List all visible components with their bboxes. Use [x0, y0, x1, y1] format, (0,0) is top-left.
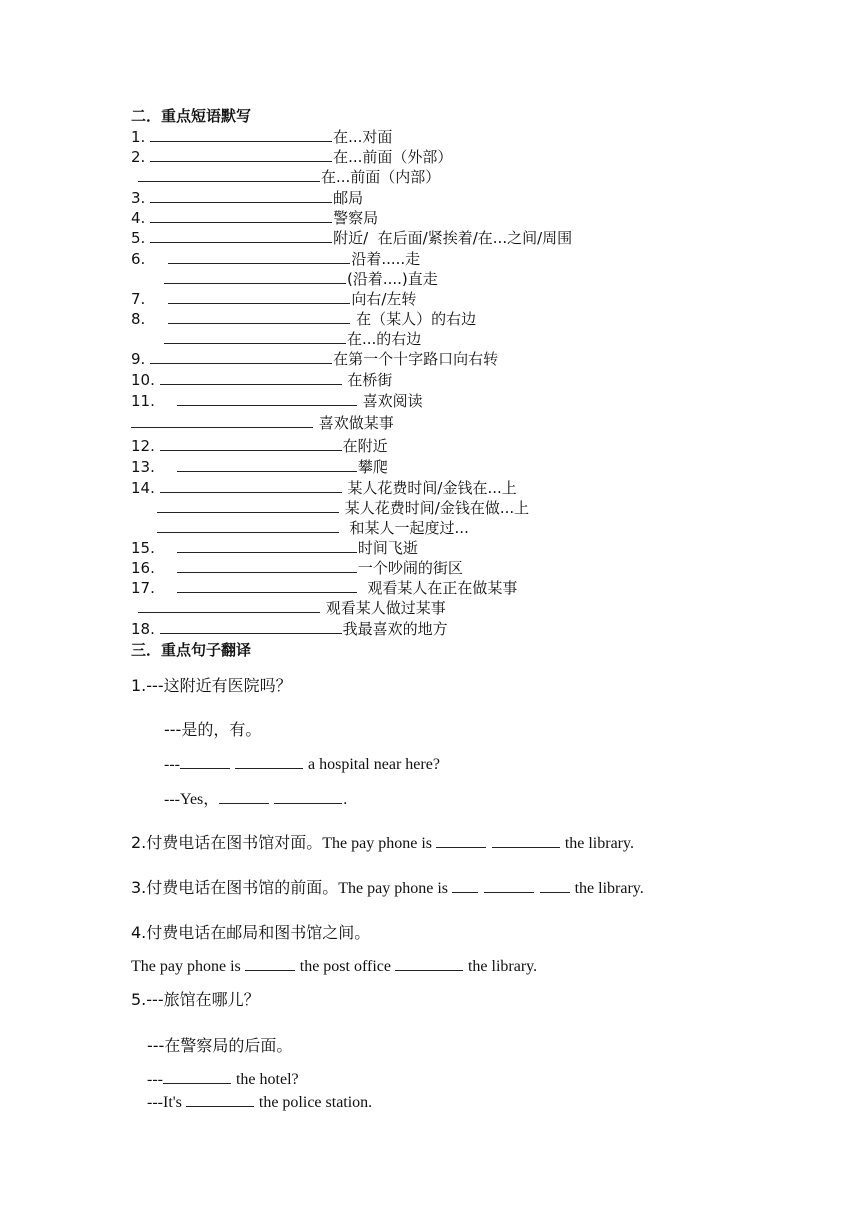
answer-blank[interactable] [160, 619, 342, 634]
item-number: 7. [131, 290, 146, 308]
question-5-answer-cn: ---在警察局的后面。 [147, 1036, 293, 1055]
item-number: 1. [131, 128, 146, 146]
answer-blank[interactable] [160, 370, 342, 385]
answer-blank[interactable] [150, 127, 332, 142]
answer-blank[interactable] [157, 498, 339, 513]
item-meaning: 喜欢阅读 [357, 392, 423, 410]
item-number: 8. [131, 310, 146, 328]
phrase-item-16 [131, 558, 463, 578]
item-meaning: 在...对面 [333, 128, 393, 146]
item-number: 6. [131, 250, 146, 268]
question-2 [131, 833, 634, 854]
answer-blank[interactable] [164, 329, 346, 344]
question-5-line-2 [147, 1092, 372, 1113]
answer-blank[interactable] [274, 789, 342, 804]
answer-blank[interactable] [235, 754, 303, 769]
answer-blank[interactable] [160, 478, 342, 493]
item-number: 13. [131, 458, 155, 476]
answer-blank[interactable] [452, 878, 478, 893]
item-number: 4. [131, 209, 146, 227]
item-number: 18. [131, 620, 155, 638]
question-1-line-2 [164, 789, 347, 810]
item-meaning: 邮局 [333, 189, 364, 207]
item-number: 12. [131, 437, 155, 455]
item-meaning: 某人花费时间/金钱在做...上 [340, 499, 530, 517]
answer-blank[interactable] [150, 208, 332, 223]
phrase-item-15 [131, 538, 418, 558]
answer-blank[interactable] [150, 228, 332, 243]
question-4-en-suffix: the library. [463, 958, 538, 975]
section-3-title: 三．重点句子翻译 [131, 641, 252, 659]
line-prefix: --- [164, 756, 180, 773]
line-suffix: the hotel? [231, 1071, 299, 1088]
answer-blank[interactable] [168, 249, 350, 264]
item-meaning: 某人花费时间/金钱在...上 [342, 479, 517, 497]
phrase-item-17b [138, 598, 446, 618]
question-3-cn: 3.付费电话在图书馆的前面。 [131, 878, 339, 897]
item-number: 16. [131, 559, 155, 577]
phrase-item-8 [131, 309, 476, 329]
answer-blank[interactable] [157, 518, 339, 533]
answer-blank[interactable] [177, 457, 357, 472]
question-4-en-prefix: The pay phone is [131, 958, 245, 975]
item-meaning: 和某人一起度过... [340, 519, 469, 537]
answer-blank[interactable] [168, 309, 350, 324]
item-meaning: 在附近 [342, 437, 388, 455]
line-prefix: ---It's [147, 1094, 186, 1111]
phrase-item-3 [131, 188, 363, 208]
phrase-item-13 [131, 457, 388, 477]
section-2-title: 二．重点短语默写 [131, 107, 252, 125]
item-number: 5. [131, 229, 146, 247]
item-meaning: 附近/ 在后面/紧挨着/在...之间/周围 [333, 229, 573, 247]
phrase-item-6 [131, 249, 420, 269]
question-4-cn: 4.付费电话在邮局和图书馆之间。 [131, 923, 371, 942]
answer-blank[interactable] [177, 538, 357, 553]
question-5-prompt: 5.---旅馆在哪儿？ [131, 990, 260, 1009]
answer-blank[interactable] [484, 878, 534, 893]
answer-blank[interactable] [138, 167, 320, 182]
answer-blank[interactable] [150, 188, 332, 203]
question-2-cn: 2.付费电话在图书馆对面。 [131, 833, 323, 852]
question-1-prompt: 1.---这附近有医院吗？ [131, 676, 292, 695]
answer-blank[interactable] [395, 956, 463, 971]
phrase-item-5 [131, 228, 572, 248]
phrase-item-2 [131, 147, 452, 167]
item-number: 10. [131, 371, 155, 389]
line-prefix: ---Yes， [164, 791, 220, 808]
phrase-item-14c [157, 518, 469, 538]
phrase-item-14 [131, 478, 517, 498]
answer-blank[interactable] [245, 956, 295, 971]
phrase-item-1 [131, 127, 392, 147]
answer-blank[interactable] [138, 598, 320, 613]
phrase-item-4 [131, 208, 378, 228]
phrase-item-8b [164, 329, 421, 349]
answer-blank[interactable] [160, 436, 342, 451]
item-meaning: 攀爬 [357, 458, 388, 476]
line-suffix: the police station. [254, 1094, 373, 1111]
item-meaning: 喜欢做某事 [314, 414, 394, 432]
item-meaning: 在...前面（外部） [333, 148, 453, 166]
item-meaning: 警察局 [333, 209, 379, 227]
item-number: 2. [131, 148, 146, 166]
answer-blank[interactable] [164, 269, 346, 284]
answer-blank[interactable] [177, 391, 357, 406]
answer-blank[interactable] [492, 833, 560, 848]
item-number: 14. [131, 479, 155, 497]
answer-blank[interactable] [163, 1069, 231, 1084]
question-3-en-suffix: the library. [570, 880, 644, 897]
item-meaning: 沿着.....走 [351, 250, 421, 268]
phrase-item-10 [131, 370, 392, 390]
item-number: 11. [131, 392, 155, 410]
item-number: 3. [131, 189, 146, 207]
phrase-item-11 [131, 391, 423, 411]
phrase-item-17 [131, 578, 517, 598]
answer-blank[interactable] [150, 349, 332, 364]
question-2-en-prefix: The pay phone is [322, 835, 437, 852]
item-meaning: 观看某人做过某事 [321, 599, 446, 617]
item-number: 17. [131, 579, 155, 597]
answer-blank[interactable] [177, 578, 357, 593]
phrase-item-6b [164, 269, 438, 289]
phrase-item-2b [138, 167, 440, 187]
item-meaning: 在...的右边 [347, 330, 422, 348]
answer-blank[interactable] [150, 147, 332, 162]
question-5-line-1 [147, 1069, 299, 1090]
line-suffix: a hospital near here? [303, 756, 440, 773]
answer-blank[interactable] [436, 833, 486, 848]
line-prefix: --- [147, 1071, 163, 1088]
item-meaning: 我最喜欢的地方 [342, 620, 448, 638]
item-meaning: (沿着....)直走 [347, 270, 438, 288]
item-meaning: 向右/左转 [351, 290, 417, 308]
answer-blank[interactable] [131, 413, 313, 428]
item-meaning: 时间飞逝 [357, 539, 418, 557]
line-suffix: . [343, 791, 348, 808]
phrase-item-7 [131, 289, 416, 309]
phrase-item-14b [157, 498, 529, 518]
answer-blank[interactable] [186, 1092, 254, 1107]
item-meaning: 观看某人在正在做某事 [357, 579, 518, 597]
answer-blank[interactable] [180, 754, 230, 769]
item-number: 15. [131, 539, 155, 557]
question-2-en-suffix: the library. [560, 835, 634, 852]
phrase-item-18 [131, 619, 448, 639]
question-1-line-1 [164, 754, 440, 775]
phrase-item-9 [131, 349, 498, 369]
question-3 [131, 878, 644, 899]
item-number: 9. [131, 350, 146, 368]
question-3-en-prefix: The pay phone is [338, 880, 453, 897]
phrase-item-11b [131, 413, 394, 433]
item-meaning: 在（某人）的右边 [351, 310, 477, 328]
answer-blank[interactable] [219, 789, 269, 804]
question-1-answer-cn: ---是的，有。 [164, 720, 262, 739]
item-meaning: 在桥街 [342, 371, 393, 389]
item-meaning: 在第一个十字路口向右转 [333, 350, 499, 368]
answer-blank[interactable] [168, 289, 350, 304]
item-meaning: 一个吵闹的街区 [357, 559, 463, 577]
item-meaning: 在...前面（内部） [321, 168, 441, 186]
answer-blank[interactable] [540, 878, 570, 893]
answer-blank[interactable] [177, 558, 357, 573]
question-4-en [131, 956, 537, 977]
phrase-item-12 [131, 436, 388, 456]
question-4-en-mid: the post office [295, 958, 395, 975]
